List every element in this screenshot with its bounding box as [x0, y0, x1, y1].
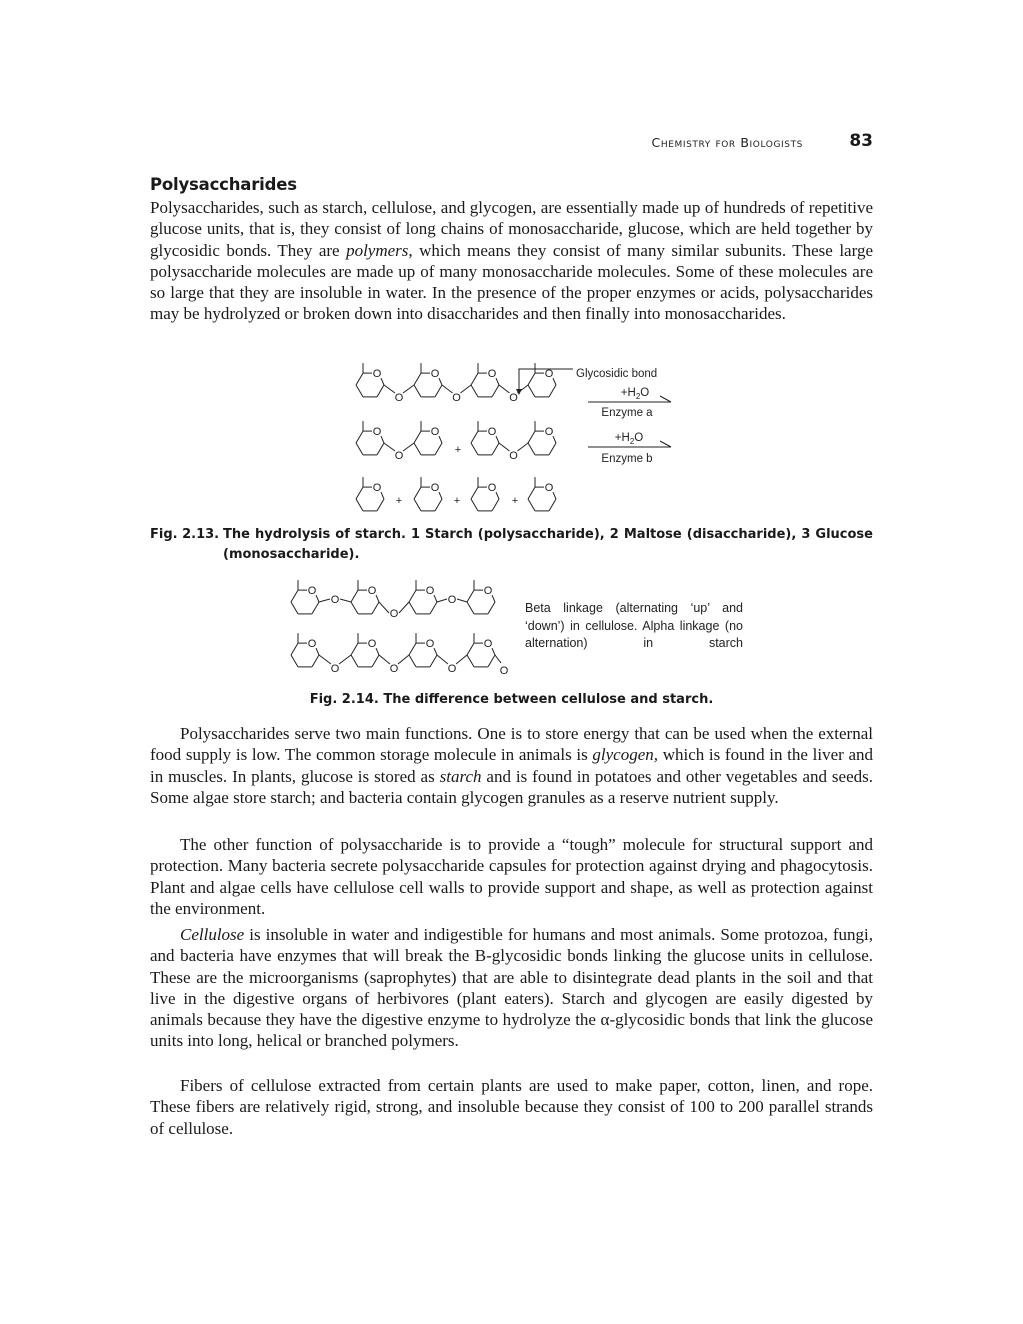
ring-oxygen-label: O: [430, 426, 440, 439]
text-run: Polysaccharides, such as starch, cellulose, and glycogen, are essentially made up of hundreds of repetitive glucose units, that is, they consist of long chains of monosaccharide, glucose, which are held together by glycosidic bonds. They are: [150, 198, 873, 260]
bond-line: [528, 443, 535, 455]
bond-line: [409, 643, 416, 655]
ring-oxygen-label: O: [483, 585, 493, 598]
bond-line: [356, 431, 363, 443]
text-run: which is found in the liver and in muscles. In plants, glucose is stored as: [150, 745, 873, 786]
bond-line: [471, 443, 478, 455]
terminal-oxygen-label: O: [499, 665, 509, 677]
bridge-oxygen-label: O: [447, 594, 457, 606]
glycosidic-bond-line: [461, 385, 472, 393]
ring-oxygen-label: O: [487, 426, 497, 439]
plus-sign: +: [454, 444, 462, 456]
bond-line: [356, 373, 363, 385]
bond-line: [439, 492, 442, 499]
ring-oxygen-label: O: [483, 638, 493, 651]
beta-bond-line: [319, 599, 330, 602]
water-label: $+H_2O$: [614, 432, 644, 446]
bond-line: [377, 499, 384, 511]
beta-bond-line: [399, 602, 409, 613]
reaction-arrow-barb: [660, 396, 671, 402]
enzyme-a-label: Enzyme a: [601, 407, 653, 419]
bond-line: [291, 655, 298, 667]
bond-line: [435, 385, 442, 397]
figure-2-14-note: Beta linkage (alternating ‘up’ and ‘down’) in cellulose. Alpha linkage (no alternation) in starch: [525, 601, 743, 650]
bond-line: [376, 648, 379, 655]
bond-line: [351, 643, 358, 655]
bond-line: [356, 487, 363, 499]
ring-oxygen-label: O: [544, 368, 554, 381]
bond-line: [414, 385, 421, 397]
paragraph-fibers: Fibers of cellulose extracted from certain plants are used to make paper, cotton, linen, and rope. These fibers are relatively rigid, strong, and insoluble because they consist of 100 to 200 parallel strands of cellulose.: [150, 1076, 873, 1138]
glycosidic-bond-line: [403, 385, 414, 393]
glucose-ring: [409, 580, 437, 614]
bridge-oxygen-label: O: [394, 392, 404, 404]
emphasis-glycogen: glycogen,: [592, 745, 659, 765]
bond-line: [414, 499, 421, 511]
glycosidic-bond-label: Glycosidic bond: [576, 368, 658, 380]
ring-oxygen-label: O: [425, 585, 435, 598]
bond-line: [471, 499, 478, 511]
bond-line: [434, 648, 437, 655]
ring-oxygen-label: O: [307, 585, 317, 598]
bond-line: [471, 373, 478, 385]
bridge-oxygen-label: O: [394, 450, 404, 462]
glucose-ring: [409, 633, 437, 667]
bond-line: [549, 385, 556, 397]
alpha-bond-line: [339, 655, 351, 664]
beta-bond-line: [340, 599, 351, 602]
bond-line: [492, 385, 499, 397]
glucose-ring: [414, 363, 442, 397]
bond-line: [372, 655, 379, 667]
alpha-bond-line: [379, 655, 390, 664]
ring-oxygen-label: O: [425, 638, 435, 651]
bond-line: [496, 436, 499, 443]
ring-oxygen-label: O: [544, 426, 554, 439]
plus-sign: +: [511, 495, 519, 507]
bond-line: [528, 385, 535, 397]
bond-line: [467, 655, 474, 667]
reaction-arrow-barb: [660, 441, 671, 447]
plus-sign: +: [395, 495, 403, 507]
bond-line: [372, 602, 379, 614]
bond-line: [471, 431, 478, 443]
alpha-bond-line: [319, 655, 331, 664]
glucose-ring: [528, 421, 556, 455]
bridge-oxygen-label: O: [330, 594, 340, 606]
bond-line: [351, 655, 358, 667]
bond-line: [312, 655, 319, 667]
bond-line: [409, 602, 416, 614]
bond-line: [435, 443, 442, 455]
bond-line: [430, 602, 437, 614]
glucose-ring: [291, 580, 319, 614]
bond-line: [434, 595, 437, 602]
glucose-ring: [471, 421, 499, 455]
plus-sign: +: [453, 495, 461, 507]
glucose-ring: [291, 633, 319, 667]
beta-bond-line: [437, 599, 447, 602]
bond-line: [351, 590, 358, 602]
figure-caption-text: The hydrolysis of starch. 1 Starch (polysaccharide), 2 Maltose (disaccharide), 3 Glucose (monosaccharide).: [223, 527, 873, 562]
bond-line: [471, 487, 478, 499]
bond-line: [549, 499, 556, 511]
glucose-ring: [356, 421, 384, 455]
bridge-oxygen-label: O: [509, 392, 518, 404]
bond-line: [381, 378, 384, 385]
cellulose-starch-svg: [285, 575, 525, 683]
bond-line: [430, 655, 437, 667]
bond-line: [528, 499, 535, 511]
glucose-ring: [414, 421, 442, 455]
bridge-oxygen-label: O: [509, 450, 518, 462]
bond-line: [467, 643, 474, 655]
glucose-ring: [471, 363, 499, 397]
bond-line: [356, 499, 363, 511]
bond-line: [316, 595, 319, 602]
bond-line: [528, 487, 535, 499]
bond-line: [414, 443, 421, 455]
bond-line: [377, 443, 384, 455]
ring-oxygen-label: O: [372, 482, 382, 495]
bridge-oxygen-label: O: [389, 608, 399, 620]
bond-line: [471, 385, 478, 397]
bond-line: [376, 595, 379, 602]
glycosidic-bond-line: [499, 385, 510, 393]
beta-bond-line: [379, 602, 389, 613]
glucose-ring: [471, 477, 499, 511]
text-run: , which means they consist of many similar subunits. These large polysaccharide molecules are made up of many monosaccharide molecules. Some of these molecules are so large that they are insoluble in water. In the presence of the proper enzymes or acids, polysaccharides may be hydrolyzed or broken down into disaccharides and then finally into monosaccharides.: [150, 240, 873, 324]
ring-oxygen-label: O: [307, 638, 317, 651]
bond-line: [291, 590, 298, 602]
figure-caption-label: Fig. 2.13.: [150, 527, 220, 542]
text-run: and is found in potatoes and other vegetables and seeds. Some algae store starch; and bacteria contain glycogen granules as a reserve nutrient supply.: [150, 766, 873, 807]
text-run: is insoluble in water and indigestible for humans and most animals. Some protozoa, fungi, and bacteria have enzymes that will break the B-glycosidic bonds linking the glucose units in cellulose. These are the microorganisms (saprophytes) that are able to disintegrate dead plants in the soil and that live in the digestive organs of herbivores (plant eaters). Starch and glycogen are easily digested by animals because they have the digestive enzyme to hydrolyze the α-glycosidic bonds that link the glucose units into long, helical or branched polymers.: [150, 925, 873, 1051]
glycosidic-bond-line: [384, 385, 395, 393]
bond-line: [496, 378, 499, 385]
figure-2-14-caption: Fig. 2.14. The difference between cellulose and starch.: [309, 692, 714, 707]
bridge-oxygen-label: O: [447, 663, 457, 675]
bond-line: [291, 643, 298, 655]
paragraph-intro: [150, 197, 873, 325]
glycosidic-bond-line: [403, 443, 414, 451]
water-label: $+H_2O$: [620, 387, 650, 401]
bond-line: [409, 655, 416, 667]
ring-oxygen-label: O: [544, 482, 554, 495]
bond-line: [356, 443, 363, 455]
paragraph-cellulose: [150, 924, 873, 1052]
bond-line: [549, 443, 556, 455]
bond-line: [488, 655, 495, 667]
enzyme-b-label: Enzyme b: [601, 453, 653, 465]
alpha-bond-line: [437, 655, 448, 664]
bond-line: [291, 602, 298, 614]
figure-2-13-hydrolysis-diagram: [345, 363, 685, 528]
ring-oxygen-label: O: [430, 482, 440, 495]
bond-line: [492, 648, 495, 655]
glucose-ring: [467, 580, 495, 614]
bond-line: [377, 385, 384, 397]
ring-oxygen-label: O: [372, 368, 382, 381]
bond-line: [414, 373, 421, 385]
bond-line: [553, 436, 556, 443]
bond-line: [528, 431, 535, 443]
bond-line: [356, 385, 363, 397]
bridge-oxygen-label: O: [452, 392, 461, 404]
glucose-ring: [467, 633, 495, 667]
running-title: Chemistry for Biologists: [651, 135, 803, 150]
bond-line: [409, 590, 416, 602]
section-heading: Polysaccharides: [150, 175, 297, 194]
bond-line: [312, 602, 319, 614]
glycosidic-bond-line: [518, 443, 529, 451]
glycosidic-bond-line: [442, 385, 453, 393]
bond-line: [492, 443, 499, 455]
bond-line: [316, 648, 319, 655]
bond-line: [492, 595, 495, 602]
glucose-ring: [414, 477, 442, 511]
glucose-ring: [351, 580, 379, 614]
glycosidic-bond-line: [499, 443, 510, 451]
running-header: [560, 131, 873, 153]
glycosidic-bond-line: [384, 443, 395, 451]
bond-line: [553, 492, 556, 499]
bond-line: [553, 378, 556, 385]
bridge-oxygen-label: O: [389, 663, 399, 675]
bond-line: [467, 590, 474, 602]
emphasis-polymers: polymers: [346, 240, 409, 260]
terminal-bond-line: [495, 655, 501, 663]
bond-line: [528, 373, 535, 385]
bond-line: [381, 436, 384, 443]
beta-bond-line: [457, 599, 467, 602]
ring-oxygen-label: O: [372, 426, 382, 439]
ring-oxygen-label: O: [430, 368, 440, 381]
page-number: 83: [849, 131, 873, 151]
bond-line: [414, 431, 421, 443]
alpha-bond-line: [398, 655, 409, 664]
bond-line: [414, 487, 421, 499]
glucose-ring: [356, 363, 384, 397]
ring-oxygen-label: O: [487, 368, 497, 381]
ring-oxygen-label: O: [367, 585, 377, 598]
bond-line: [496, 492, 499, 499]
bond-line: [439, 436, 442, 443]
bond-line: [492, 499, 499, 511]
ring-oxygen-label: O: [367, 638, 377, 651]
ring-oxygen-label: O: [487, 482, 497, 495]
glucose-ring: [351, 633, 379, 667]
paragraph-functions: [150, 723, 873, 808]
text-run: Polysaccharides serve two main functions. One is to store energy that can be used when the external food supply is low. The common storage molecule in animals is: [150, 724, 873, 765]
bond-line: [435, 499, 442, 511]
bond-line: [488, 602, 495, 614]
paragraph-structural: The other function of polysaccharide is to provide a “tough” molecule for structural support and protection. Many bacteria secrete polysaccharide capsules for protection against drying and phagocytosis. Plant and algae cells have cellulose cell walls to provide support and shape, as well as protection against the environment.: [150, 835, 873, 918]
glucose-ring: [356, 477, 384, 511]
bond-line: [439, 378, 442, 385]
bond-line: [467, 602, 474, 614]
emphasis-cellulose: Cellulose: [180, 925, 245, 944]
bond-line: [381, 492, 384, 499]
emphasis-starch: starch: [439, 766, 482, 786]
alpha-bond-line: [456, 655, 467, 664]
bond-line: [351, 602, 358, 614]
glucose-ring: [528, 477, 556, 511]
bridge-oxygen-label: O: [330, 663, 340, 675]
starch-hydrolysis-svg: [345, 363, 685, 523]
glucose-ring: [528, 363, 556, 397]
figure-2-14-cellulose-starch-diagram: [285, 575, 525, 688]
